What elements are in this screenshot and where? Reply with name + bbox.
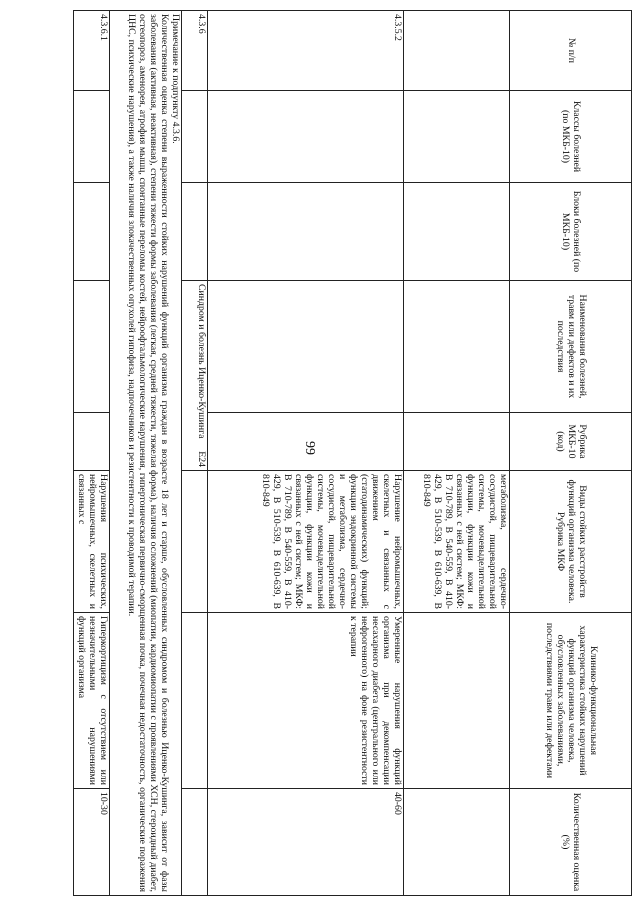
note-text: Количественная оценка степени выраженности стойких нарушений функций организма граждан в возрасте 18 лет и старше, обусловленных синдромом и болезнью Иценко-Кушинга, зависит от фазы заболевания (активная, неактивная), степени тяжести формы заболевания (легкая, средней тяжести, тяжелая форма), наличия осложнений (миопатии, кардиомиопатии с проявлениями ХСН, стероидный диабет, остеопороз, аменорея, атрофия мышц, спонтанные переломы костей, нейроофтальмологические нарушения, гипертоническая первично-сморщенная почка, почечная недостаточность, органические поражения ЦНС, психические нарушения), а также наличия злокачественных опухолей гипофиза, надпочечников и резистентности к проводимой терапии. bbox=[126, 14, 171, 892]
cell-characteristics: Гиперкортицизм с отсутствием или незначительными нарушениями функций организма bbox=[74, 613, 110, 789]
header-row bbox=[510, 11, 632, 896]
table-row-4-3-6-1 bbox=[74, 11, 110, 896]
icd-code: E24 bbox=[196, 451, 207, 467]
header-characteristics: Клинико-функциональная характеристика стойких нарушений функций организма человека, обусловленных заболеваниями, последствиями травм или дефектами bbox=[510, 613, 632, 789]
header-num: № п/п bbox=[510, 11, 632, 91]
cell-num: 4.3.6 bbox=[182, 11, 208, 91]
disability-criteria-table bbox=[73, 10, 632, 896]
note-title: Примечание к подпункту 4.3.6. bbox=[170, 14, 181, 144]
table-row-4-3-6 bbox=[182, 11, 208, 896]
header-code: Рубрика МКБ-10 (код) bbox=[510, 413, 632, 471]
cell-types: Нарушения психических, нейромышечных, скелетных и связанных с bbox=[74, 471, 110, 613]
cell-types: Нарушение нейромышечных, скелетных и связанных с движением (статодинамических) функций; функции эндокринной системы и метаболизма, сердечно-сосудистой, пищеварительной системы, мочевыделительной функции, функции кожи и связанных с ней систем; МКФ: В 710-789, В 540-559, В 410-429, В 510-539, В 610-639, В 810-849 bbox=[208, 471, 404, 613]
header-types: Виды стойких расстройств функций организма человека. Рубрика МКФ bbox=[510, 471, 632, 613]
cell-num: 4.3.6.1 bbox=[74, 11, 110, 91]
disease-name: Синдром и болезнь Иценко-Кушинга bbox=[196, 284, 207, 439]
cell-score: 40-60 bbox=[208, 789, 404, 896]
header-score: Количественная оценка (%) bbox=[510, 789, 632, 896]
table-row-4-3-5-2 bbox=[208, 11, 404, 896]
cell-score: 10-30 bbox=[74, 789, 110, 896]
cell-types-continued: метаболизма, сердечно-сосудистой, пищеварительной системы, мочевыделительной функции, функции кожи и связанных с ней систем; МКФ: В 710-789, В 540-559, В 410-429, В 510-539, В 610-639, В 810-849 bbox=[404, 471, 510, 613]
cell-disease-name bbox=[182, 281, 208, 471]
header-classes: Классы болезней (по МКБ-10) bbox=[510, 91, 632, 183]
rotated-table-sheet bbox=[76, 10, 632, 895]
note-cell bbox=[110, 11, 182, 896]
header-blocks: Блоки болезней (по МКБ-10) bbox=[510, 183, 632, 281]
cell-characteristics: Умеренные нарушения функций организма при декомпенсации несахарного диабета (центрального или нефрогенного) на фоне резистентности к терапии bbox=[208, 613, 404, 789]
page-number: 99 bbox=[302, 441, 317, 455]
cell-num: 4.3.5.2 bbox=[208, 11, 404, 91]
table-row-continued bbox=[404, 11, 510, 896]
note-row bbox=[110, 11, 182, 896]
header-names: Наименования болезней, травм или дефектов и их последствия bbox=[510, 281, 632, 413]
